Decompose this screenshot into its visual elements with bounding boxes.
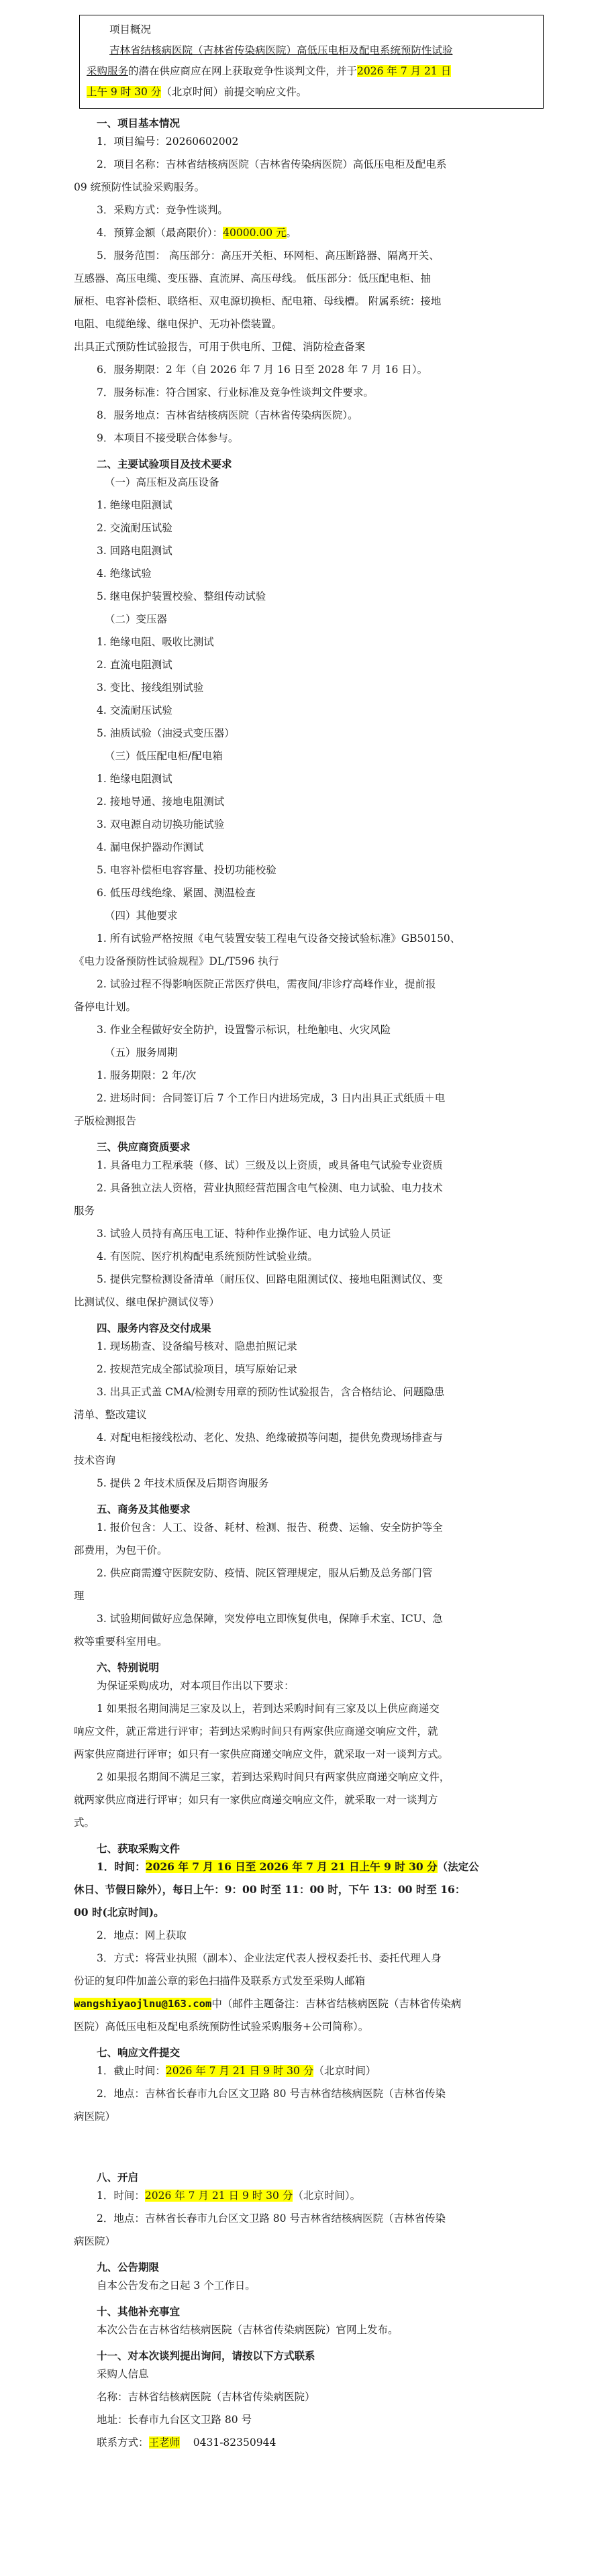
contact-name: 名称：吉林省结核病医院（吉林省传染病医院） bbox=[97, 2391, 315, 2403]
section-title: 五、商务及其他要求 bbox=[97, 1503, 191, 1515]
list-item: 2. 接地导通、接地电阻测试 bbox=[97, 796, 225, 808]
deadline-highlight: 2026 年 7 月 21 日 9 时 30 分 bbox=[165, 2065, 314, 2077]
subsection-title: （三）低压配电柜/配电箱 bbox=[105, 750, 223, 762]
list-item: 互感器、高压电缆、变压器、直流屏、高压母线。 低压部分：低压配电柜、抽 bbox=[74, 272, 431, 284]
contact-subtitle: 采购人信息 bbox=[97, 2368, 149, 2380]
list-item: 5. 继电保护装置校验、整组传动试验 bbox=[97, 590, 266, 602]
list-item: 医院）高低压电柜及配电系统预防性试验采购服务+公司简称）。 bbox=[74, 2021, 369, 2033]
list-item: 备停电计划。 bbox=[74, 1001, 137, 1013]
list-item: 7．服务标准：符合国家、行业标准及竞争性谈判文件要求。 bbox=[97, 386, 374, 398]
subsection-title: （四）其他要求 bbox=[105, 910, 178, 922]
list-item: 3. 试验期间做好应急保障，突发停电立即恢复供电，保障手术室、ICU、急 bbox=[97, 1613, 443, 1625]
list-item: 5. 油质试验（油浸式变压器） bbox=[97, 727, 235, 739]
section-title: 十一、对本次谈判提出询问，请按以下方式联系 bbox=[97, 2349, 315, 2362]
list-item: 4. 对配电柜接线松动、老化、发热、绝缘破损等问题，提供免费现场排查与 bbox=[97, 1432, 443, 1444]
list-item: 4．预算金额（最高限价）：40000.00 元。 bbox=[97, 227, 297, 239]
paragraph: 自本公告发布之日起 3 个工作日。 bbox=[97, 2279, 256, 2292]
list-item: 2. 试验过程不得影响医院正常医疗供电，需夜间/非诊疗高峰作业，提前报 bbox=[97, 978, 436, 990]
list-item: 3．采购方式：竞争性谈判。 bbox=[97, 204, 228, 216]
list-item: wangshiyaojlnu@163.com中（邮件主题备注：吉林省结核病医院（吉林省传染病 bbox=[74, 1998, 462, 2010]
list-item: 1. 绝缘电阻测试 bbox=[97, 773, 172, 785]
opening-time-highlight: 2026 年 7 月 21 日 9 时 30 分 bbox=[144, 2190, 293, 2202]
list-item: 8．服务地点：吉林省结核病医院（吉林省传染病医院）。 bbox=[97, 409, 358, 421]
list-item: 部费用，为包干价。 bbox=[74, 1544, 168, 1556]
paragraph: 两家供应商进行评审；如只有一家供应商递交响应文件，就采取一对一谈判方式。 bbox=[74, 1748, 449, 1760]
list-item: 1. 报价包含：人工、设备、耗材、检测、报告、税费、运输、安全防护等全 bbox=[97, 1521, 443, 1534]
list-item: 3. 试验人员持有高压电工证、特种作业操作证、电力试验人员证 bbox=[97, 1228, 391, 1240]
deadline-highlight: 2026 年 7 月 21 日 bbox=[357, 65, 452, 77]
list-item: 5. 提供 2 年技术质保及后期咨询服务 bbox=[97, 1477, 269, 1489]
section-title: 八、开启 bbox=[97, 2171, 139, 2184]
list-item: 5. 提供完整检测设备清单（耐压仪、回路电阻测试仪、接地电阻测试仪、变 bbox=[97, 1273, 443, 1285]
paragraph: 1 如果报名期间满足三家及以上，若到达采购时间有三家及以上供应商递交 bbox=[97, 1703, 440, 1715]
list-item: 比测试仪、继电保护测试仪等） bbox=[74, 1296, 220, 1308]
list-item: 子版检测报告 bbox=[74, 1115, 137, 1127]
list-item: 1. 所有试验严格按照《电气装置安装工程电气设备交接试验标准》GB50150、 bbox=[97, 932, 461, 945]
paragraph: 本次公告在吉林省结核病医院（吉林省传染病医院）官网上发布。 bbox=[97, 2324, 399, 2336]
email-link[interactable]: wangshiyaojlnu@163.com bbox=[74, 1998, 212, 2010]
list-item: 份证的复印件加盖公章的彩色扫描件及联系方式发至采购人邮箱 bbox=[74, 1975, 366, 1987]
paragraph: 就两家供应商进行评审；如只有一家供应商递交响应文件，就采取一对一谈判方 bbox=[74, 1794, 438, 1806]
list-item: 2. 具备独立法人资格，营业执照经营范围含电气检测、电力试验、电力技术 bbox=[97, 1182, 443, 1194]
list-item: 1．项目编号：20260602002 bbox=[97, 136, 239, 148]
list-item: 1．时间：2026 年 7 月 21 日 9 时 30 分（北京时间）。 bbox=[97, 2190, 361, 2202]
list-item: 4. 有医院、医疗机构配电系统预防性试验业绩。 bbox=[97, 1250, 318, 1263]
list-item: 1．时间：2026 年 7 月 16 日至 2026 年 7 月 21 日上午 9 时 30 分（法定公 bbox=[97, 1860, 479, 1873]
overview-line: 吉林省结核病医院（吉林省传染病医院）高低压电柜及配电系统预防性试验 bbox=[109, 44, 453, 56]
list-item: 救等重要科室用电。 bbox=[74, 1635, 168, 1648]
list-item: 5. 电容补偿柜电容容量、投切功能校验 bbox=[97, 864, 276, 876]
spacer bbox=[74, 2128, 544, 2163]
paragraph: 响应文件，就正常进行评审；若到达采购时间只有两家供应商递交响应文件，就 bbox=[74, 1725, 438, 1737]
list-item: 9．本项目不接受联合体参与。 bbox=[97, 432, 239, 444]
section-title: 六、特别说明 bbox=[97, 1661, 160, 1674]
paragraph: 2 如果报名期间不满足三家，若到达采购时间只有两家供应商递交响应文件， bbox=[97, 1771, 450, 1783]
list-item: 1．截止时间：2026 年 7 月 21 日 9 时 30 分（北京时间） bbox=[97, 2065, 376, 2077]
list-item: 3. 作业全程做好安全防护，设置警示标识，杜绝触电、火灾风险 bbox=[97, 1024, 391, 1036]
section-title: 十、其他补充事宜 bbox=[97, 2305, 181, 2318]
contact-phone[interactable]: 0431-82350944 bbox=[193, 2436, 276, 2449]
section-title: 九、公告期限 bbox=[97, 2261, 160, 2273]
list-item: 技术咨询 bbox=[74, 1454, 116, 1466]
list-item: 出具正式预防性试验报告，可用于供电所、卫健、消防检查备案 bbox=[74, 341, 366, 353]
overview-line: 上午 9 时 30 分（北京时间）前提交响应文件。 bbox=[87, 86, 307, 98]
subsection-title: （二）变压器 bbox=[105, 613, 168, 625]
contact-address: 地址：长春市九台区文卫路 80 号 bbox=[97, 2414, 252, 2426]
list-item: 3. 双电源自动切换功能试验 bbox=[97, 818, 225, 830]
list-item: 清单、整改建议 bbox=[74, 1409, 147, 1421]
section-title: 三、供应商资质要求 bbox=[97, 1140, 191, 1153]
list-item: 2. 交流耐压试验 bbox=[97, 522, 172, 534]
overview-line: 采购服务的潜在供应商应在网上获取竞争性谈判文件，并于2026 年 7 月 21 日 bbox=[87, 65, 452, 77]
list-item: 4. 漏电保护器动作测试 bbox=[97, 841, 204, 853]
list-item: 2．地点：吉林省长春市九台区文卫路 80 号吉林省结核病医院（吉林省传染 bbox=[97, 2212, 446, 2224]
list-item: 2．地点：网上获取 bbox=[97, 1929, 187, 1941]
list-item: 4. 绝缘试验 bbox=[97, 568, 152, 580]
list-item: 5．服务范围： 高压部分：高压开关柜、环网柜、高压断路器、隔离开关、 bbox=[97, 250, 440, 262]
list-item: 3. 变比、接线组别试验 bbox=[97, 682, 204, 694]
list-item: 2．地点：吉林省长春市九台区文卫路 80 号吉林省结核病医院（吉林省传染 bbox=[97, 2088, 446, 2100]
section-title: 一、项目基本情况 bbox=[97, 117, 181, 129]
list-item: 1. 绝缘电阻、吸收比测试 bbox=[97, 636, 214, 648]
list-item: 6．服务期限：2 年（自 2026 年 7 月 16 日至 2028 年 7 月 16 日）。 bbox=[97, 364, 428, 376]
list-item: 《电力设备预防性试验规程》DL/T596 执行 bbox=[74, 955, 279, 967]
list-item: 2. 进场时间：合同签订后 7 个工作日内进场完成，3 日内出具正式纸质＋电 bbox=[97, 1092, 446, 1104]
list-item: 2．项目名称：吉林省结核病医院（吉林省传染病医院）高低压电柜及配电系 bbox=[97, 158, 447, 170]
contact-person-highlight: 王老师 bbox=[148, 2436, 181, 2449]
overview-title: 项目概况 bbox=[109, 23, 152, 36]
subsection-title: （五）服务周期 bbox=[105, 1046, 178, 1059]
list-item: 2. 供应商需遵守医院安防、疫情、院区管理规定，服从后勤及总务部门管 bbox=[97, 1567, 433, 1579]
list-item: 1. 绝缘电阻测试 bbox=[97, 499, 172, 511]
list-item: 3. 回路电阻测试 bbox=[97, 545, 172, 557]
list-item: 3. 出具正式盖 CMA/检测专用章的预防性试验报告，含合格结论、问题隐患 bbox=[97, 1386, 445, 1398]
list-item: 2. 按规范完成全部试验项目，填写原始记录 bbox=[97, 1363, 297, 1375]
section-title: 七、获取采购文件 bbox=[97, 1842, 181, 1855]
subsection-title: （一）高压柜及高压设备 bbox=[105, 476, 219, 488]
announcement-page bbox=[74, 15, 544, 2454]
list-item: 2. 直流电阻测试 bbox=[97, 659, 172, 671]
budget-highlight: 40000.00 元 bbox=[223, 227, 287, 239]
list-item: 00 时(北京时间)。 bbox=[74, 1906, 164, 1919]
project-overview-box bbox=[79, 15, 544, 109]
list-item: 6. 低压母线绝缘、紧固、测温检查 bbox=[97, 887, 256, 899]
period-highlight: 2026 年 7 月 16 日至 2026 年 7 月 21 日上午 9 时 30 分 bbox=[145, 1860, 438, 1873]
paragraph: 式。 bbox=[74, 1817, 95, 1829]
list-item: 电阻、电缆绝缘、继电保护、无功补偿装置。 bbox=[74, 318, 283, 330]
section-title: 二、主要试验项目及技术要求 bbox=[97, 458, 232, 470]
list-item: 1. 现场勘查、设备编号核对、隐患拍照记录 bbox=[97, 1340, 297, 1352]
deadline-time-highlight: 上午 9 时 30 分 bbox=[87, 86, 162, 98]
list-item: 1. 具备电力工程承装（修、试）三级及以上资质，或具备电气试验专业资质 bbox=[97, 1159, 443, 1171]
list-item: 4. 交流耐压试验 bbox=[97, 704, 172, 716]
section-title: 七、响应文件提交 bbox=[97, 2046, 181, 2059]
list-item: 3．方式：将营业执照（副本）、企业法定代表人授权委托书、委托代理人身 bbox=[97, 1952, 442, 1964]
list-item: 病医院） bbox=[74, 2235, 116, 2247]
contact-person: 联系方式：王老师 0431-82350944 bbox=[97, 2436, 276, 2449]
section-title: 四、服务内容及交付成果 bbox=[97, 1322, 211, 1334]
list-item: 09 统预防性试验采购服务。 bbox=[74, 181, 205, 193]
list-item: 病医院） bbox=[74, 2110, 116, 2123]
list-item: 理 bbox=[74, 1590, 85, 1602]
list-item: 1. 服务期限：2 年/次 bbox=[97, 1069, 197, 1081]
paragraph: 为保证采购成功，对本项目作出以下要求： bbox=[97, 1680, 295, 1692]
list-item: 服务 bbox=[74, 1205, 95, 1217]
list-item: 休日、节假日除外），每日上午：9：00 时至 11：00 时，下午 13：00 时至 16： bbox=[74, 1883, 466, 1896]
list-item: 屉柜、电容补偿柜、联络柜、双电源切换柜、配电箱、母线槽。 附属系统：接地 bbox=[74, 295, 442, 307]
